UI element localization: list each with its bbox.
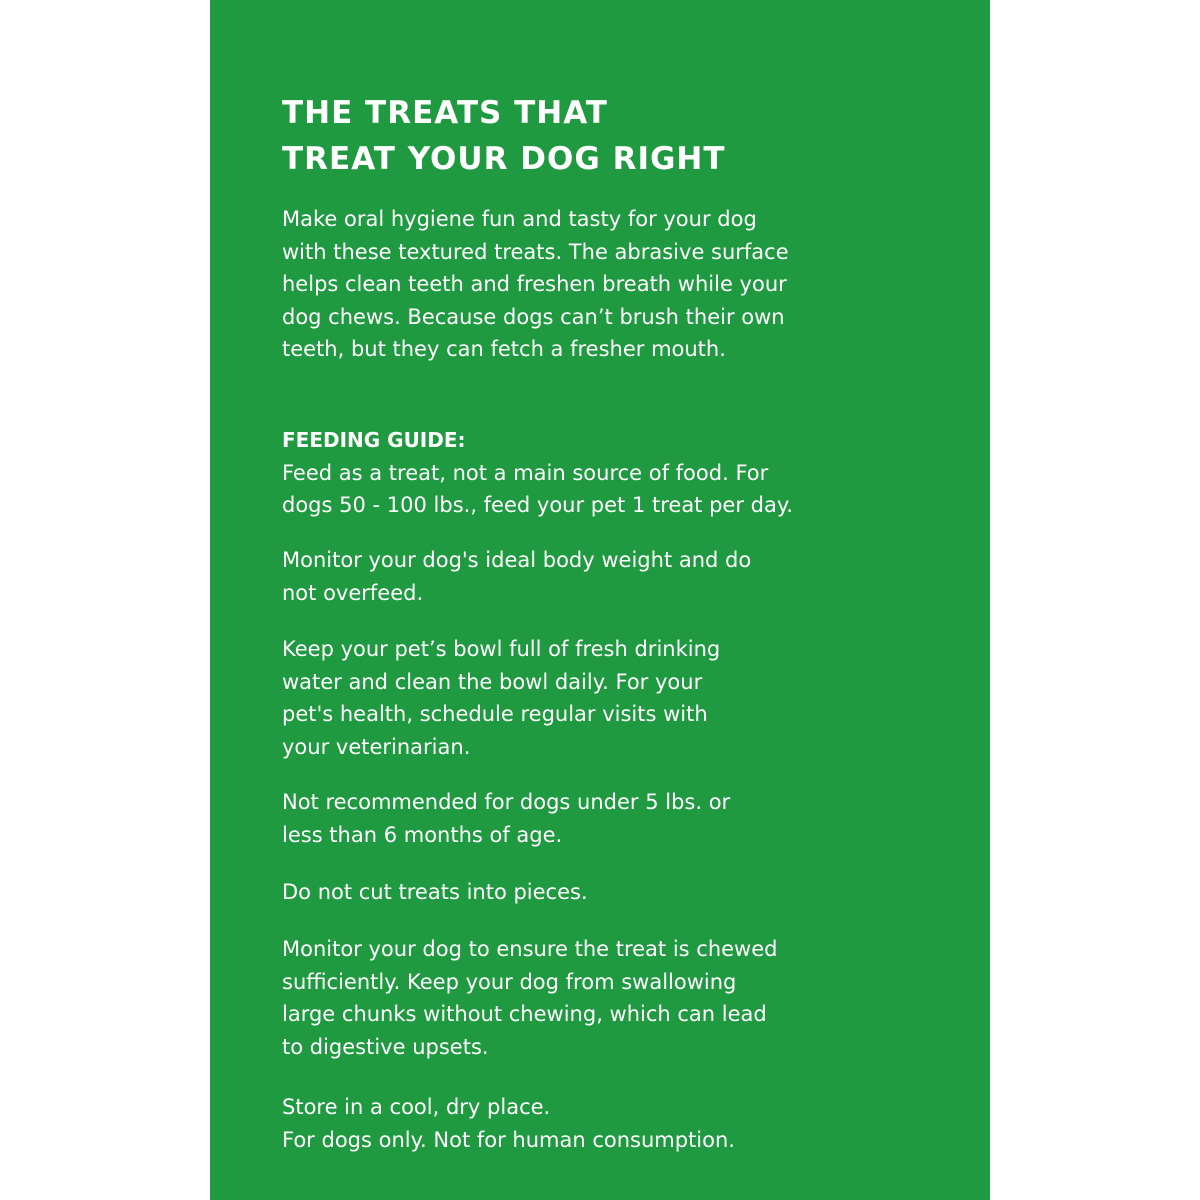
feeding-guide xyxy=(282,424,793,522)
text-line: water and clean the bowl daily. For your xyxy=(282,669,703,694)
text-line: Feed as a treat, not a main source of food. For xyxy=(282,460,769,485)
text-line: Do not cut treats into pieces. xyxy=(282,880,588,904)
not-recommended-paragraph xyxy=(282,786,730,851)
headline-line: THE TREATS THAT xyxy=(282,95,608,131)
text-line: less than 6 months of age. xyxy=(282,822,563,847)
text-line: Monitor your dog to ensure the treat is chewed xyxy=(282,937,778,961)
green-package-panel xyxy=(210,0,990,1200)
text-line: dogs 50 - 100 lbs., feed your pet 1 treat per day. xyxy=(282,493,793,517)
text-line: your veterinarian. xyxy=(282,734,471,759)
text-line: not overfeed. xyxy=(282,580,424,605)
storage-paragraph xyxy=(282,1091,735,1156)
text-line: dog chews. Because dogs can’t brush their own xyxy=(282,304,785,329)
text-line: Monitor your dog's ideal body weight and do xyxy=(282,548,752,572)
text-line: Make oral hygiene fun and tasty for your dog xyxy=(282,207,757,231)
text-line: large chunks without chewing, which can lead xyxy=(282,1002,767,1026)
headline-line: TREAT YOUR DOG RIGHT xyxy=(282,141,726,177)
monitor-weight-paragraph xyxy=(282,544,751,609)
text-line: helps clean teeth and freshen breath while your xyxy=(282,272,787,296)
headline xyxy=(282,90,942,182)
text-line: with these textured treats. The abrasive surface xyxy=(282,239,789,264)
feeding-guide-title: FEEDING GUIDE: xyxy=(282,428,466,452)
water-paragraph xyxy=(282,633,720,763)
monitor-chewing-paragraph xyxy=(282,933,777,1063)
text-line: sufficiently. Keep your dog from swallowing xyxy=(282,969,737,994)
text-line: to digestive upsets. xyxy=(282,1034,489,1059)
text-line: pet's health, schedule regular visits with xyxy=(282,702,708,726)
text-line: teeth, but they can fetch a fresher mouth. xyxy=(282,337,726,361)
text-line: Keep your pet’s bowl full of fresh drinking xyxy=(282,637,721,661)
text-line: For dogs only. Not for human consumption. xyxy=(282,1127,735,1152)
intro-paragraph xyxy=(282,203,789,366)
text-line: Store in a cool, dry place. xyxy=(282,1095,551,1119)
text-line: Not recommended for dogs under 5 lbs. or xyxy=(282,790,731,814)
do-not-cut-paragraph xyxy=(282,876,588,909)
